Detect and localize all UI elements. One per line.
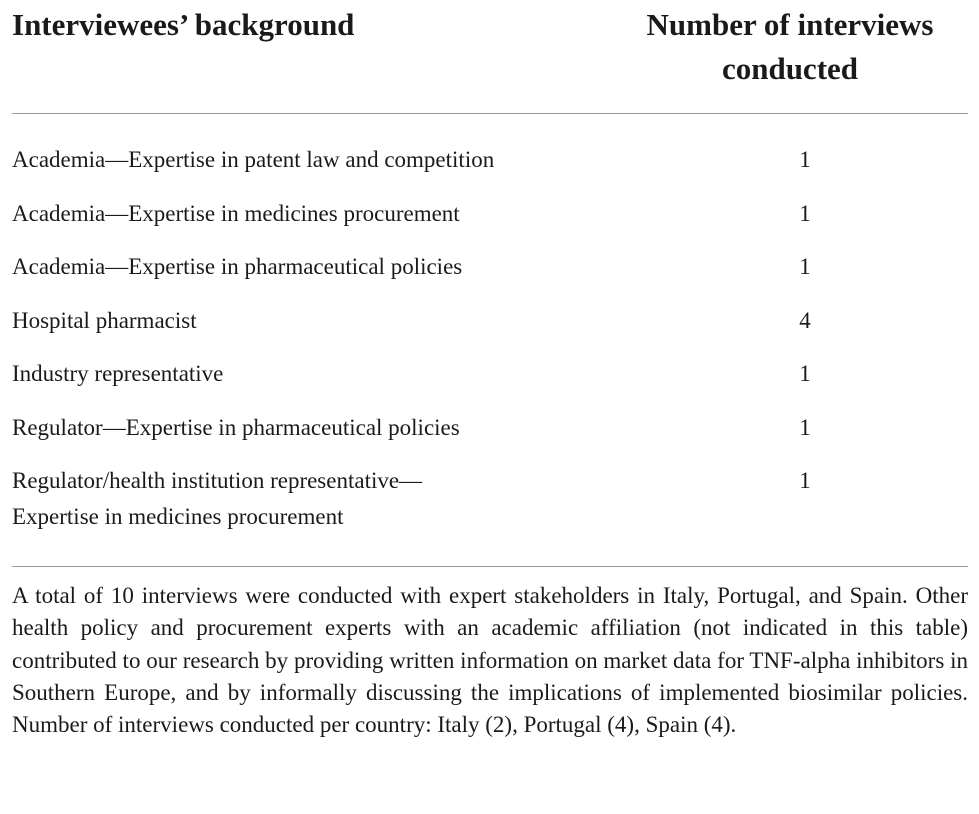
count-cell: 1 [799,361,811,386]
background-cell-line2: Expertise in medicines procurement [12,504,344,529]
count-cell: 1 [799,200,811,226]
count-cell: 1 [799,414,811,440]
table-row [12,299,968,353]
table-body [12,138,968,549]
header-background: Interviewees’ background [12,7,355,42]
table-bottom-divider [12,566,968,567]
table-row [12,459,968,549]
table-header [12,0,968,112]
table-row [12,406,968,460]
background-cell: Academia—Expertise in pharmaceutical policies [12,254,463,279]
header-count-line2: conducted [721,51,859,86]
interviews-table [12,0,968,738]
table-row [12,352,968,406]
count-cell: 1 [799,468,811,493]
header-count [610,3,970,91]
table-footnote: A total of 10 interviews were conducted with expert stakeholders in Italy, Portugal, and Spain. Other health policy and procurement experts with an academic affiliation (not indicated in this table) contributed to our research by providing written information on market data for TNF-alpha inhibitors in Southern Europe, and by informally discussing the implications of implemented biosimilar policies. Number of interviews conducted per country: Italy (2), Portugal (4), Spain (4). [12,583,968,738]
table-row [12,245,968,299]
count-cell: 1 [799,254,811,279]
header-divider [12,113,968,114]
background-cell: Academia—Expertise in medicines procurement [12,200,460,226]
count-cell: 4 [799,307,811,333]
background-cell: Hospital pharmacist [12,307,197,333]
background-cell-line1: Regulator/health institution representative— [12,468,423,493]
background-cell: Regulator—Expertise in pharmaceutical policies [12,414,460,440]
header-count-line1: Number of interviews [646,7,934,42]
background-cell: Industry representative [12,361,224,386]
background-cell: Academia—Expertise in patent law and competition [12,147,495,172]
background-cell [12,459,612,538]
count-cell: 1 [799,147,811,172]
table-row [12,138,968,192]
table-row [12,192,968,246]
